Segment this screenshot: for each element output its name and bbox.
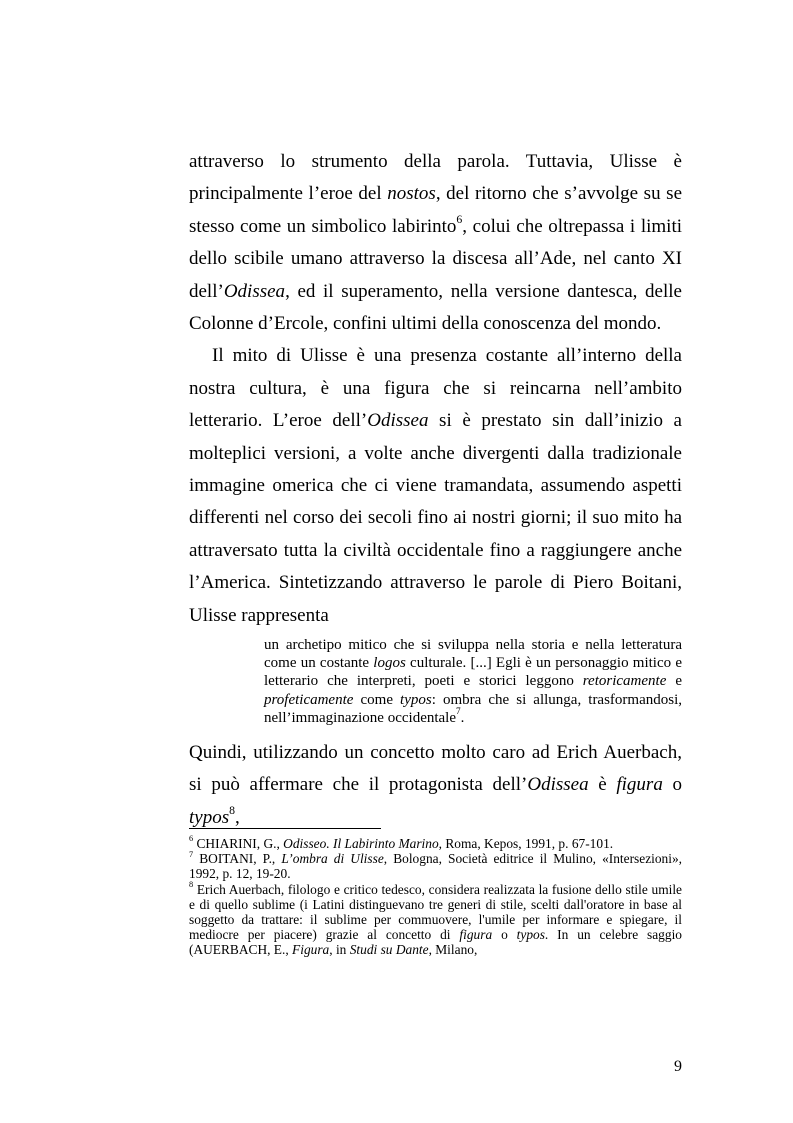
footnote-6 bbox=[189, 836, 682, 851]
text-run: e bbox=[666, 673, 682, 690]
text-run: , in bbox=[329, 942, 350, 958]
text-run: come bbox=[353, 691, 401, 708]
text-run: , Milano, bbox=[428, 942, 478, 958]
text-run: Erich Auerbach, filologo e critico tedesco, considera realizzata la fusione dello stile umile e di quello sublime (i Latini distinguevano tre generi di stile, scelti dall'oratore in base al soggetto da trattare: il sublime per commuovere, l'umile per informare e spiegare, il mediocre per piacere) grazie al concetto di bbox=[189, 881, 682, 943]
text-run: CHIARINI, G., bbox=[193, 836, 284, 851]
footnote-number: 6 bbox=[189, 834, 194, 844]
italic-term: figura bbox=[459, 927, 493, 943]
italic-title: Odisseo. Il Labirinto Marino bbox=[283, 836, 439, 851]
text-run: si è prestato sin dall’inizio a molteplici versioni, a volte anche divergenti dalla tradizionale immagine omerica che ci viene tramandata, assumendo aspetti differenti nel corso dei secoli fino ai nostri giorni; il suo mito ha attraversato tutta la civiltà occidentale fino a raggiungere anche l’America. Sintetizzando attraverso le parole di Piero Boitani, Ulisse rappresenta bbox=[189, 410, 682, 626]
italic-term: typos bbox=[516, 927, 545, 943]
text-run: , bbox=[235, 806, 240, 828]
text-run: un archetipo mitico che si sviluppa nella storia e nella letteratura come un costante bbox=[264, 637, 682, 672]
page-number: 9 bbox=[674, 1058, 682, 1075]
paragraph-2 bbox=[189, 340, 682, 632]
italic-term: nostos bbox=[387, 183, 436, 205]
italic-term: figura bbox=[616, 774, 663, 796]
footnote-number: 7 bbox=[189, 849, 194, 859]
italic-title: Odissea bbox=[527, 774, 589, 796]
paragraph-3-container bbox=[189, 737, 682, 834]
text-run: , del ritorno che s’avvolge su se stesso come un simbolico labirinto bbox=[189, 183, 682, 237]
footnotes bbox=[189, 836, 682, 958]
text-run: . bbox=[460, 709, 465, 726]
quote-text bbox=[264, 636, 682, 727]
block-quote bbox=[264, 636, 682, 727]
text-run: , ed il superamento, nella versione dantesca, delle Colonne d’Ercole, confini ultimi della conoscenza del mondo. bbox=[189, 280, 682, 335]
footnote-separator bbox=[189, 828, 381, 829]
text-run: , colui che oltrepassa i limiti dello scibile umano attraverso la discesa all’Ade, nel canto XI dell’ bbox=[189, 215, 683, 302]
italic-title: Studi su Dante bbox=[349, 942, 429, 958]
italic-title: Odissea bbox=[223, 280, 286, 302]
main-text bbox=[189, 146, 682, 632]
footnote-ref-8[interactable]: 8 bbox=[229, 803, 235, 817]
text-run: . In un celebre saggio (AUERBACH, E., bbox=[189, 927, 682, 958]
text-run: culturale. [...] Egli è un personaggio mitico e letterario che interpreti, poeti e storici leggono bbox=[264, 655, 682, 690]
text-run: Il mito di Ulisse è una presenza costante all’interno della nostra cultura, è una figura che si reincarna nell’ambito letterario. L’eroe dell’ bbox=[189, 345, 682, 432]
text-run: , Roma, Kepos, 1991, p. 67-101. bbox=[438, 836, 614, 851]
footnote-ref-6[interactable]: 6 bbox=[456, 212, 463, 226]
italic-title: Figura bbox=[292, 942, 330, 958]
text-run: attraverso lo strumento della parola. Tuttavia, Ulisse è principalmente l’eroe del bbox=[189, 151, 682, 205]
text-run: BOITANI, P., bbox=[193, 851, 282, 867]
text-run: Quindi, utilizzando un concetto molto caro ad Erich Auerbach, si può affermare che il protagonista dell’ bbox=[189, 742, 682, 796]
text-run: , Bologna, Società editrice il Mulino, «Intersezioni», 1992, p. 12, 19-20. bbox=[189, 851, 683, 882]
italic-term: typos bbox=[400, 691, 432, 708]
italic-term: profeticamente bbox=[264, 691, 354, 708]
paragraph-3 bbox=[189, 737, 682, 834]
footnote-number: 8 bbox=[189, 879, 194, 889]
footnote-8 bbox=[189, 879, 682, 958]
text-run: o bbox=[492, 927, 517, 943]
italic-term: logos bbox=[373, 655, 406, 672]
italic-term: retoricamente bbox=[582, 673, 667, 690]
footnote-ref-7[interactable]: 7 bbox=[456, 707, 461, 718]
text-run: : ombra che si allunga, trasformandosi, nell’immaginazione occidentale bbox=[264, 691, 683, 726]
italic-term: typos bbox=[189, 806, 230, 828]
paragraph-1 bbox=[189, 146, 682, 340]
italic-title: L’ombra di Ulisse bbox=[281, 851, 384, 867]
footnote-7 bbox=[189, 851, 682, 881]
text-run: o bbox=[662, 774, 682, 796]
italic-title: Odissea bbox=[367, 410, 429, 432]
text-run: è bbox=[588, 774, 617, 796]
